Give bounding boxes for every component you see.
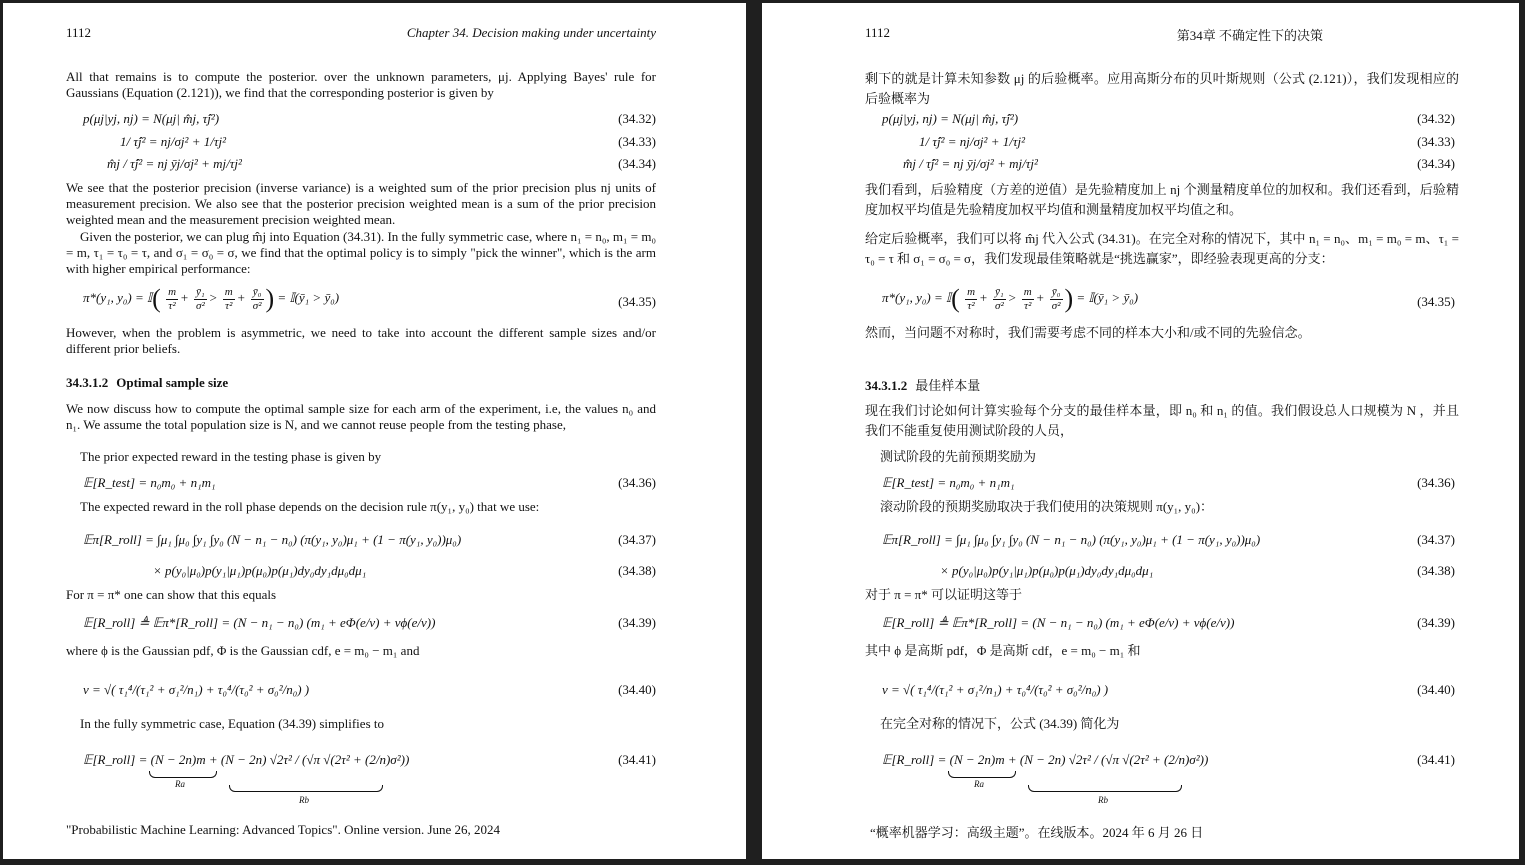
underbrace-rb bbox=[229, 785, 383, 792]
equation-number: (34.34) bbox=[618, 156, 656, 171]
equation-number: (34.36) bbox=[618, 475, 656, 490]
page-footer: “概率机器学习：高级主题”。在线版本。2024 年 6 月 26 日 bbox=[870, 825, 1204, 840]
equation-number: (34.39) bbox=[1417, 615, 1455, 630]
equation-34-32: p(μj|yj, nj) = N(μj| m̂j, τ̂j²) bbox=[83, 111, 220, 126]
page-number: 1112 bbox=[66, 25, 92, 40]
equation-number: (34.37) bbox=[1417, 532, 1455, 547]
equation-rhs: = 𝕀(ȳ₁ > ȳ₀) bbox=[277, 289, 340, 305]
equation-34-38: × p(y₀|μ₀)p(y₁|μ₁)p(μ₀)p(μ₁)dy₀dy₁dμ₀dμ₁ bbox=[153, 563, 367, 578]
underbrace-ra bbox=[149, 771, 217, 778]
equation-34-41: 𝔼[R_roll] = (N − 2n)m + (N − 2n) √2τ² / (√π √(2τ² + (2/n)σ²)) bbox=[882, 752, 1209, 767]
underbrace-label: Ra bbox=[175, 779, 185, 789]
equation-34-37: 𝔼π[R_roll] = ∫μ₁ ∫μ₀ ∫y₁ ∫y₀ (N − n₁ − n₀) (π(y₁, y₀)μ₁ + (1 − π(y₁, y₀))μ₀) bbox=[882, 532, 1261, 547]
paragraph-prior-reward: 测试阶段的先前预期奖励为 bbox=[880, 449, 1037, 464]
paragraph-posterior-intro: 剩下的就是计算未知参数 μj 的后验概率。应用高斯分布的贝叶斯规则（公式 (2.121)），我们发现相应的后验概率为 bbox=[865, 71, 1459, 106]
equation-number: (34.32) bbox=[1417, 111, 1455, 126]
equation-number: (34.38) bbox=[1417, 563, 1455, 578]
equation-number: (34.35) bbox=[618, 294, 656, 309]
equation-34-40: v = √( τ₁⁴/(τ₁² + σ₁²/n₁) + τ₀⁴/(τ₀² + σ₀²/n₀) ) bbox=[83, 682, 310, 697]
section-title: Optimal sample size bbox=[116, 375, 229, 390]
equation-34-35: π*(y₁, y₀) = 𝕀( $\frac{m}{\text{τ²}}$ + $\frac{\text{ȳ₁}}{\text{σ²}}$ > $\frac{m}{\text{τ²}}$ + $\frac{\text{ȳ₀}}{\text{σ²}}$ ) = 𝕀(ȳ₁ > ȳ₀) bbox=[83, 284, 340, 313]
equation-34-34: m̂j / τ̂j² = nj ȳj/σj² + mj/τj² bbox=[107, 156, 242, 171]
equation-34-36: 𝔼[R_test] = n₀m₀ + n₁m₁ bbox=[882, 475, 1015, 490]
paragraph-simplifies: In the fully symmetric case, Equation (34.39) simplifies to bbox=[80, 716, 384, 731]
equation-number: (34.40) bbox=[1417, 682, 1455, 697]
paragraph-sample-size: 现在我们讨论如何计算实验每个分支的最佳样本量，即 n₀ 和 n₁ 的值。我们假设总人口规模为 N ，并且我们不能重复使用测试阶段的人员， bbox=[865, 403, 1459, 438]
equation-number: (34.37) bbox=[618, 532, 656, 547]
paragraph-posterior-precision: 我们看到，后验精度（方差的逆值）是先验精度加上 nj 个测量精度单位的加权和。我们还看到，后验精度加权平均值是先验精度加权平均值和测量精度加权平均值之和。 bbox=[865, 182, 1459, 217]
equation-number: (34.40) bbox=[618, 682, 656, 697]
equation-34-34: m̂j / τ̂j² = nj ȳj/σj² + mj/τj² bbox=[903, 156, 1038, 171]
equation-34-35: π*(y₁, y₀) = 𝕀( $\frac{m}{\text{τ²}}$ + $\frac{\text{ȳ₁}}{\text{σ²}}$ > $\frac{m}{\text{τ²}}$ + $\frac{\text{ȳ₀}}{\text{σ²}}$ ) = 𝕀(ȳ₁ > ȳ₀) bbox=[882, 284, 1139, 313]
underbrace-ra bbox=[948, 771, 1016, 778]
equation-34-40: v = √( τ₁⁴/(τ₁² + σ₁²/n₁) + τ₀⁴/(τ₀² + σ₀²/n₀) ) bbox=[882, 682, 1109, 697]
chinese-page bbox=[762, 3, 1519, 859]
equation-34-39: 𝔼[R_roll] ≜ 𝔼π*[R_roll] = (N − n₁ − n₀) (m₁ + eΦ(e/v) + vϕ(e/v)) bbox=[83, 615, 436, 630]
paragraph-gaussian-pdf: 其中 ϕ 是高斯 pdf，Φ 是高斯 cdf，e = m₀ − m₁ 和 bbox=[865, 643, 1141, 658]
paragraph-prior-reward: The prior expected reward in the testing phase is given by bbox=[80, 449, 382, 464]
paragraph-symmetric-case: 给定后验概率，我们可以将 m̂j 代入公式 (34.31)。在完全对称的情况下，其中 n₁ = n₀、m₁ = m₀ = m、τ₁ = τ₀ = τ 和 σ₁ = σ₀ = σ，我们发现最佳策略就是“挑选赢家”，即经验表现更高的分支： bbox=[865, 231, 1459, 266]
equation-number: (34.38) bbox=[618, 563, 656, 578]
equation-34-33: 1/ τ̂j² = nj/σj² + 1/τj² bbox=[919, 134, 1025, 149]
equation-number: (34.39) bbox=[618, 615, 656, 630]
section-heading bbox=[865, 375, 980, 394]
paragraph-simplifies: 在完全对称的情况下，公式 (34.39) 简化为 bbox=[880, 716, 1120, 731]
equation-34-32: p(μj|yj, nj) = N(μj| m̂j, τ̂j²) bbox=[882, 111, 1019, 126]
equation-number: (34.41) bbox=[618, 752, 656, 767]
section-heading bbox=[66, 375, 228, 391]
page-footer: "Probabilistic Machine Learning: Advanced Topics". Online version. June 26, 2024 bbox=[66, 822, 501, 837]
underbrace-label: Rb bbox=[1098, 795, 1108, 805]
underbrace-label: Ra bbox=[974, 779, 984, 789]
paragraph-pi-star: 对于 π = π* 可以证明这等于 bbox=[865, 587, 1022, 602]
equation-34-36: 𝔼[R_test] = n₀m₀ + n₁m₁ bbox=[83, 475, 216, 490]
paragraph-roll-phase: 滚动阶段的预期奖励取决于我们使用的决策规则 π(y₁, y₀)： bbox=[880, 499, 1214, 514]
paragraph-asymmetric: 然而，当问题不对称时，我们需要考虑不同的样本大小和/或不同的先验信念。 bbox=[865, 325, 1311, 340]
english-page bbox=[3, 3, 746, 859]
paragraph-pi-star: For π = π* one can show that this equals bbox=[66, 587, 277, 602]
paragraph-asymmetric: However, when the problem is asymmetric, we need to take into account the different sample sizes and/or different prior beliefs. bbox=[66, 325, 656, 357]
paragraph-roll-phase: The expected reward in the roll phase depends on the decision rule π(y₁, y₀) that we use: bbox=[80, 499, 540, 514]
equation-number: (34.33) bbox=[1417, 134, 1455, 149]
running-head: Chapter 34. Decision making under uncertainty bbox=[406, 25, 656, 40]
equation-number: (34.32) bbox=[618, 111, 656, 126]
paragraph-symmetric-case: Given the posterior, we can plug m̂j into Equation (34.31). In the fully symmetric case, where n₁ = n₀, m₁ = m₀ = m, τ₁ = τ₀ = τ, and σ₁ = σ₀ = σ, we find that the optimal policy is to simply "pick the winner", which is the arm with higher empirical performance: bbox=[66, 229, 656, 277]
equation-number: (34.33) bbox=[618, 134, 656, 149]
equation-number: (34.34) bbox=[1417, 156, 1455, 171]
equation-number: (34.41) bbox=[1417, 752, 1455, 767]
equation-34-37: 𝔼π[R_roll] = ∫μ₁ ∫μ₀ ∫y₁ ∫y₀ (N − n₁ − n₀) (π(y₁, y₀)μ₁ + (1 − π(y₁, y₀))μ₀) bbox=[83, 532, 462, 547]
equation-number: (34.36) bbox=[1417, 475, 1455, 490]
section-title: 最佳样本量 bbox=[915, 378, 981, 393]
equation-34-41: 𝔼[R_roll] = (N − 2n)m + (N − 2n) √2τ² / (√π √(2τ² + (2/n)σ²)) bbox=[83, 752, 410, 767]
equation-lhs: π*(y₁, y₀) = 𝕀 bbox=[83, 289, 153, 305]
paragraph-sample-size: We now discuss how to compute the optimal sample size for each arm of the experiment, i.e, the values n₀ and n₁. We assume the total population size is N, and we cannot reuse people from the testing phase, bbox=[66, 401, 656, 433]
section-number: 34.3.1.2 bbox=[865, 378, 908, 393]
paragraph-gaussian-pdf: where ϕ is the Gaussian pdf, Φ is the Gaussian cdf, e = m₀ − m₁ and bbox=[66, 643, 420, 658]
equation-34-38: × p(y₀|μ₀)p(y₁|μ₁)p(μ₀)p(μ₁)dy₀dy₁dμ₀dμ₁ bbox=[940, 563, 1154, 578]
underbrace-label: Rb bbox=[299, 795, 309, 805]
section-number: 34.3.1.2 bbox=[66, 375, 109, 390]
equation-34-33: 1/ τ̂j² = nj/σj² + 1/τj² bbox=[120, 134, 226, 149]
equation-rhs: = 𝕀(ȳ₁ > ȳ₀) bbox=[1076, 289, 1139, 305]
equation-lhs: π*(y₁, y₀) = 𝕀 bbox=[882, 289, 952, 305]
paragraph-posterior-precision: We see that the posterior precision (inverse variance) is a weighted sum of the prior precision plus nj units of measurement precision. We also see that the posterior precision weighted mean is a sum of the prior precision weighted mean and the measurement precision weighted mean. bbox=[66, 180, 656, 228]
equation-34-39: 𝔼[R_roll] ≜ 𝔼π*[R_roll] = (N − n₁ − n₀) (m₁ + eΦ(e/v) + vϕ(e/v)) bbox=[882, 615, 1235, 630]
equation-number: (34.35) bbox=[1417, 294, 1455, 309]
underbrace-rb bbox=[1028, 785, 1182, 792]
page-number: 1112 bbox=[865, 25, 891, 40]
paragraph-posterior-intro: All that remains is to compute the posterior. over the unknown parameters, μj. Applying Bayes' rule for Gaussians (Equation (2.121)), we find that the corresponding posterior is given by bbox=[66, 69, 656, 101]
running-head: 第34章 不确定性下的决策 bbox=[1176, 28, 1323, 43]
